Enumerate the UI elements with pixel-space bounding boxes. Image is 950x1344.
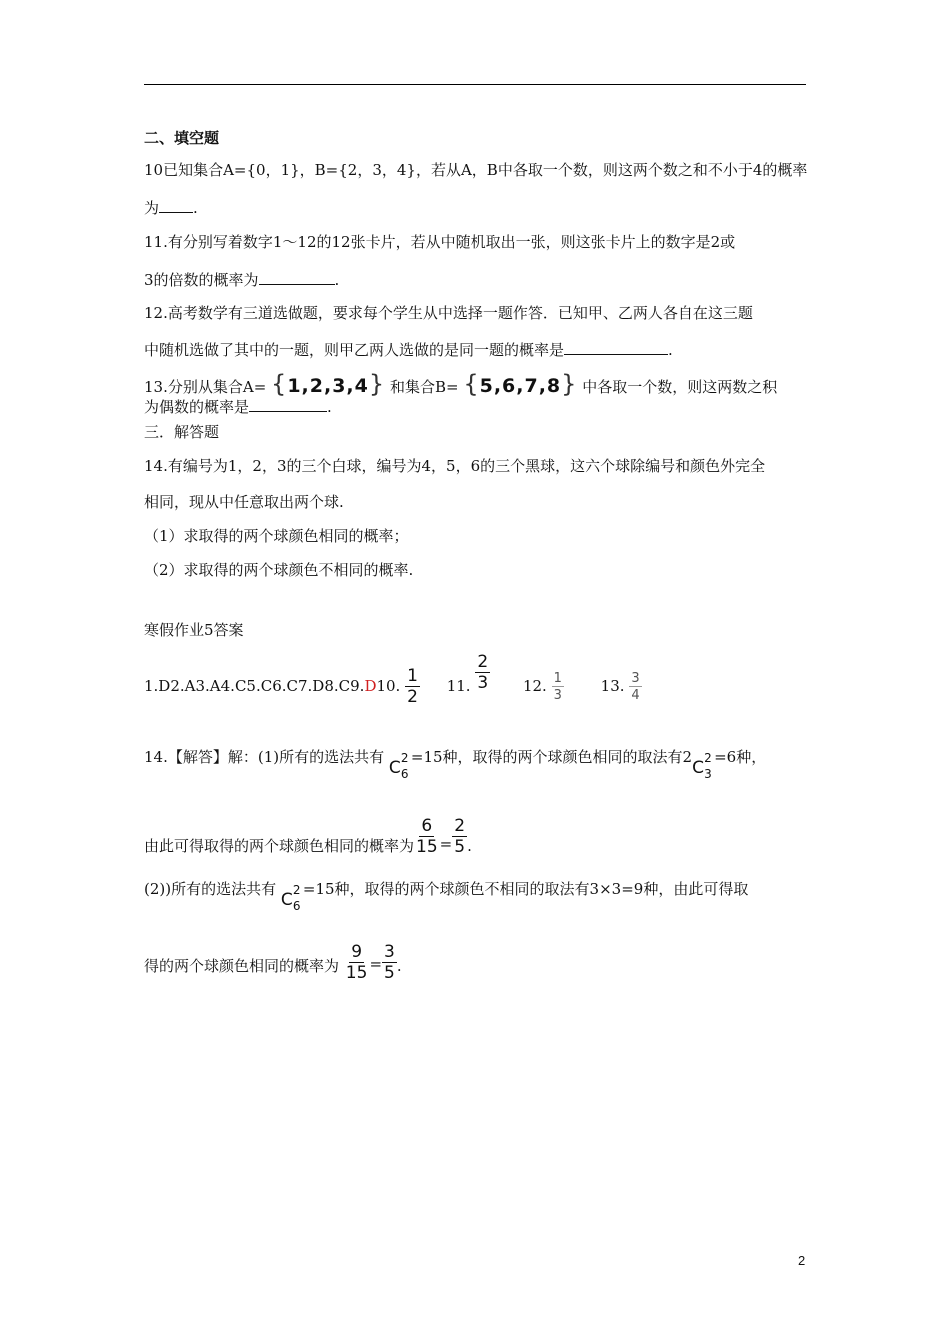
q14-part1: （1）求取得的两个球颜色相同的概率； bbox=[144, 527, 409, 545]
fraction-a11: $\frac{2}{3}$ bbox=[477, 652, 489, 693]
solution-14-part1-line2: 由此可得取得的两个球颜色相同的概率为 $\frac{6}{15}$ = $\frac{2}{5}$ . bbox=[144, 816, 472, 857]
q11-line1: 11.有分别写着数字1～12的12张卡片，若从中随机取出一张，则这张卡片上的数字是2或 bbox=[144, 233, 736, 251]
q12-line2: 中随机选做了其中的一题，则甲乙两人选做的是同一题的概率是 . bbox=[144, 341, 673, 359]
q14-part2: （2）求取得的两个球颜色不相同的概率. bbox=[144, 561, 414, 579]
combination-c-6-2: C 2 6 bbox=[388, 751, 409, 781]
q14-line2: 相同，现从中任意取出两个球. bbox=[144, 493, 344, 511]
fraction-6-15: $\frac{6}{15}$ bbox=[416, 816, 438, 857]
q11-line2: 3的倍数的概率为 . bbox=[144, 271, 340, 289]
q14-line1: 14.有编号为1，2，3的三个白球，编号为4，5，6的三个黑球，这六个球除编号和颜色外完全 bbox=[144, 457, 766, 475]
section-solve-title: 三．解答题 bbox=[144, 423, 220, 441]
combination-c-6-2: C 2 6 bbox=[280, 883, 301, 913]
q10-line2: 为 . bbox=[144, 199, 198, 217]
header-rule bbox=[144, 84, 806, 85]
fraction-a12: $\frac{1}{3}$ bbox=[553, 671, 562, 703]
solution-14-part1-line1: 14.【解答】解：(1)所有的选法共有 C 2 6 =15种，取得的两个球颜色相同的取法有2 C 2 3 =6种， bbox=[144, 740, 766, 774]
page-number: 2 bbox=[798, 1253, 806, 1268]
set-b: {5,6,7,8} bbox=[463, 370, 578, 398]
solution-14-part2-line1: (2))所有的选法共有 C 2 6 =15种，取得的两个球颜色不相同的取法有3×3=9种，由此可得取 bbox=[144, 872, 748, 906]
answers-multiple-choice: 1.D2.A3.A4.C5.C6.C7.D8.C9.D10. $\frac{1}{2}$ 11. $\frac{2}{3}$ 12. $\frac{1}{3}$ 13. $\frac{3}{4}$ bbox=[144, 652, 640, 707]
fraction-2-5: $\frac{2}{5}$ bbox=[454, 816, 466, 857]
fraction-3-5: $\frac{3}{5}$ bbox=[384, 942, 395, 983]
answer-blank bbox=[259, 270, 335, 285]
answer-blank bbox=[249, 397, 327, 412]
set-a: {1,2,3,4} bbox=[271, 370, 386, 398]
q13-line2: 为偶数的概率是 . bbox=[144, 398, 332, 416]
combination-c-3-2: C 2 3 bbox=[692, 751, 712, 781]
q10-line1: 10已知集合A={0，1}，B={2，3，4}，若从A，B中各取一个数，则这两个数之和不小于4的概率 bbox=[144, 161, 808, 179]
q12-line1: 12.高考数学有三道选做题，要求每个学生从中选择一题作答．已知甲、乙两人各自在这三题 bbox=[144, 304, 753, 322]
section-fill-blank-title: 二、填空题 bbox=[144, 129, 220, 147]
fraction-a13: $\frac{3}{4}$ bbox=[631, 671, 640, 703]
answer-blank bbox=[564, 340, 668, 355]
answers-title: 寒假作业5答案 bbox=[144, 621, 244, 639]
q13-line1: 13.分别从集合A= {1,2,3,4} 和集合B= {5,6,7,8} 中各取一个数，则这两数之积 bbox=[144, 370, 778, 398]
answer-blank bbox=[159, 198, 193, 213]
fraction-9-15: $\frac{9}{15}$ bbox=[345, 942, 368, 983]
solution-14-part2-line2: 得的两个球颜色相同的概率为 $\frac{9}{15}$ = $\frac{3}{5}$ . bbox=[144, 942, 402, 983]
fraction-a10: $\frac{1}{2}$ bbox=[407, 666, 418, 707]
